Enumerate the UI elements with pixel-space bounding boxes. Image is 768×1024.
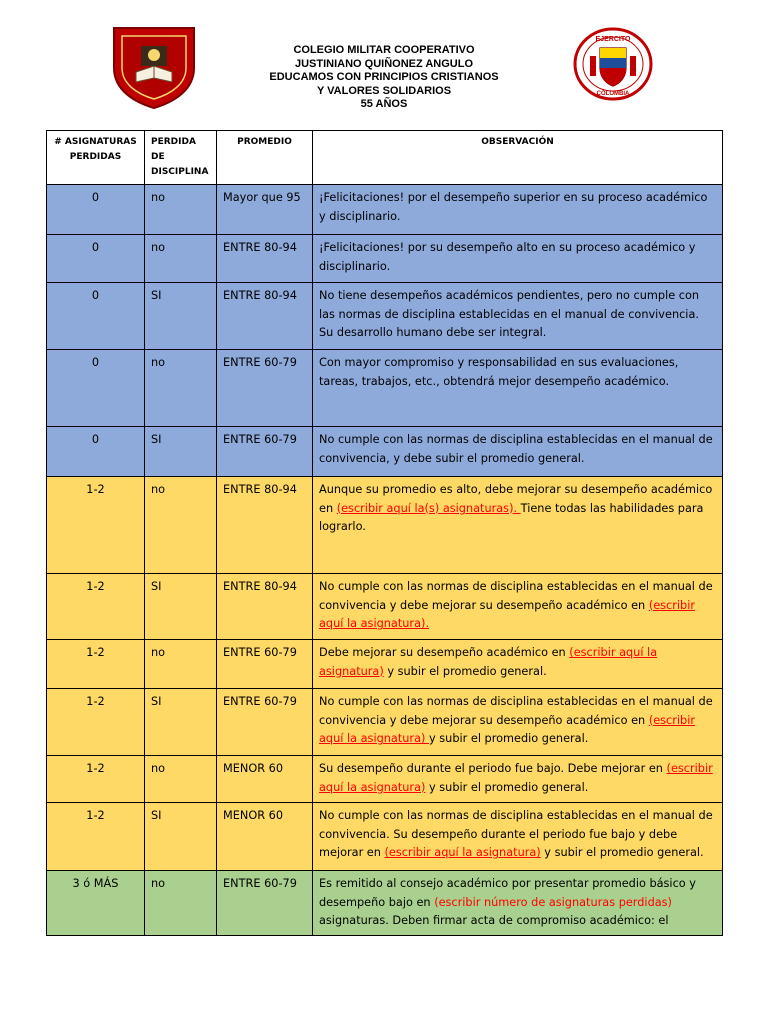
placeholder-numero-asignaturas[interactable]: (escribir número de asignaturas perdidas) xyxy=(434,895,672,909)
table-row xyxy=(47,350,723,427)
table-row xyxy=(47,803,723,871)
emblem-bottom-text: COLOMBIA xyxy=(596,91,630,97)
table-row xyxy=(47,235,723,283)
observacion-text: No tiene desempeños académicos pendientes, pero no cumple con las normas de disciplina establecidas en el manual de convivencia. Su desarrollo humano debe ser integral. xyxy=(319,289,700,339)
cell-promedio: ENTRE 60-79 xyxy=(217,350,313,427)
cell-observacion xyxy=(313,350,723,427)
header-promedio: PROMEDIO xyxy=(217,131,313,185)
cell-observacion xyxy=(313,871,723,936)
table-row xyxy=(47,283,723,350)
table-row xyxy=(47,756,723,803)
school-motto-line-2: Y VALORES SOLIDARIOS xyxy=(316,84,452,97)
cell-observacion xyxy=(313,427,723,477)
cell-observacion xyxy=(313,640,723,689)
school-crest-logo xyxy=(108,24,200,110)
cell-observacion xyxy=(313,235,723,283)
cell-asignaturas: 0 xyxy=(47,235,145,283)
cell-asignaturas: 1-2 xyxy=(47,689,145,756)
cell-promedio: ENTRE 60-79 xyxy=(217,871,313,936)
observacion-text-end: y subir el promedio general. xyxy=(429,732,589,745)
observacion-text: Es remitido al consejo académico por presentar promedio básico y desempeño bajo en xyxy=(319,877,696,909)
observacion-text: Aunque su promedio es alto, debe mejorar su desempeño académico en xyxy=(319,483,713,515)
cell-disciplina: no xyxy=(145,185,217,235)
observacion-text: Debe mejorar su desempeño académico en xyxy=(319,646,570,659)
observacion-text-end: y subir el promedio general. xyxy=(425,780,589,794)
placeholder-asignatura[interactable]: (escribir aquí la asignatura) xyxy=(319,646,658,678)
cell-observacion xyxy=(313,283,723,350)
cell-promedio: ENTRE 80-94 xyxy=(217,574,313,640)
table-row xyxy=(47,477,723,574)
header-asignaturas-perdidas: # ASIGNATURAS PERDIDAS xyxy=(47,131,145,185)
placeholder-asignatura[interactable]: (escribir aquí la asignatura) xyxy=(384,846,541,859)
placeholder-asignatura[interactable]: (escribir aquí la asignatura) xyxy=(319,762,713,794)
cell-asignaturas: 0 xyxy=(47,185,145,235)
observacion-text: ¡Felicitaciones! por el desempeño superior en su proceso académico y disciplinario. xyxy=(319,191,708,223)
observacion-text-end: asignaturas. Deben firmar acta de compromiso académico: el xyxy=(319,914,669,927)
placeholder-asignatura[interactable]: (escribir aquí la asignatura) xyxy=(319,713,696,745)
cell-disciplina: SI xyxy=(145,803,217,871)
observacion-text-end: Tiene todas las habilidades para lograrlo. xyxy=(319,501,704,533)
cell-observacion xyxy=(313,477,723,574)
header-perdida-disciplina: PERDIDA DE DISCIPLINA xyxy=(145,131,217,185)
observacion-text: Con mayor compromiso y responsabilidad en sus evaluaciones, tareas, trabajos, etc., obtendrá mejor desempeño académico. xyxy=(319,356,679,388)
placeholder-asignatura[interactable]: (escribir aquí la(s) asignaturas). xyxy=(336,501,521,515)
observacion-text: ¡Felicitaciones! por su desempeño alto en su proceso académico y disciplinario. xyxy=(319,241,696,273)
cell-observacion xyxy=(313,689,723,756)
army-emblem-logo xyxy=(572,26,654,102)
cell-disciplina: SI xyxy=(145,574,217,640)
cell-asignaturas: 3 ó MÁS xyxy=(47,871,145,936)
table-row xyxy=(47,427,723,477)
cell-promedio: ENTRE 60-79 xyxy=(217,689,313,756)
observacion-text-end: y subir el promedio general. xyxy=(540,846,704,859)
header-observacion: OBSERVACIÓN xyxy=(313,131,723,185)
cell-asignaturas: 0 xyxy=(47,283,145,350)
cell-promedio: MENOR 60 xyxy=(217,803,313,871)
cell-promedio: ENTRE 80-94 xyxy=(217,283,313,350)
table-row xyxy=(47,640,723,689)
cell-asignaturas: 1-2 xyxy=(47,477,145,574)
cell-promedio: MENOR 60 xyxy=(217,756,313,803)
school-motto-line-1: EDUCAMOS CON PRINCIPIOS CRISTIANOS xyxy=(269,71,499,83)
table-row xyxy=(47,185,723,235)
table-row xyxy=(47,574,723,640)
cell-disciplina: SI xyxy=(145,689,217,756)
cell-observacion xyxy=(313,803,723,871)
cell-promedio: ENTRE 80-94 xyxy=(217,235,313,283)
cell-asignaturas: 0 xyxy=(47,350,145,427)
evaluation-criteria-table xyxy=(46,130,723,936)
observacion-text: No cumple con las normas de disciplina establecidas en el manual de convivencia, y debe subir el promedio general. xyxy=(319,433,713,465)
cell-disciplina: SI xyxy=(145,283,217,350)
cell-promedio: ENTRE 60-79 xyxy=(217,640,313,689)
school-name-line-1: COLEGIO MILITAR COOPERATIVO xyxy=(293,44,475,56)
school-title-block xyxy=(230,44,538,112)
cell-disciplina: no xyxy=(145,640,217,689)
cell-disciplina: no xyxy=(145,871,217,936)
school-name-line-2: JUSTINIANO QUIÑONEZ ANGULO xyxy=(294,57,474,70)
table-row xyxy=(47,871,723,936)
cell-asignaturas: 1-2 xyxy=(47,803,145,871)
cell-observacion xyxy=(313,185,723,235)
observacion-text: No cumple con las normas de disciplina establecidas en el manual de convivencia. Su desempeño durante el periodo fue bajo y debe mejorar en xyxy=(319,809,713,859)
cell-promedio: ENTRE 80-94 xyxy=(217,477,313,574)
cell-disciplina: no xyxy=(145,756,217,803)
cell-disciplina: no xyxy=(145,477,217,574)
cell-observacion xyxy=(313,756,723,803)
cell-asignaturas: 0 xyxy=(47,427,145,477)
observacion-text: Su desempeño durante el periodo fue bajo. Debe mejorar en xyxy=(319,762,667,775)
cell-asignaturas: 1-2 xyxy=(47,640,145,689)
cell-disciplina: SI xyxy=(145,427,217,477)
emblem-top-text: EJERCITO xyxy=(595,36,631,43)
cell-promedio: Mayor que 95 xyxy=(217,185,313,235)
cell-asignaturas: 1-2 xyxy=(47,574,145,640)
observacion-text: No cumple con las normas de disciplina establecidas en el manual de convivencia y debe mejorar su desempeño académico en xyxy=(319,580,713,612)
table-header-row xyxy=(47,131,723,185)
observacion-text: No cumple con las normas de disciplina establecidas en el manual de convivencia y debe mejorar su desempeño académico en xyxy=(319,695,713,727)
school-anniversary: 55 AÑOS xyxy=(360,98,408,110)
table-row xyxy=(47,689,723,756)
cell-promedio: ENTRE 60-79 xyxy=(217,427,313,477)
placeholder-asignatura[interactable]: (escribir aquí la asignatura). xyxy=(319,598,696,630)
observacion-text-end: y subir el promedio general. xyxy=(383,664,547,678)
cell-disciplina: no xyxy=(145,235,217,283)
cell-disciplina: no xyxy=(145,350,217,427)
cell-asignaturas: 1-2 xyxy=(47,756,145,803)
cell-observacion xyxy=(313,574,723,640)
document-header xyxy=(0,0,768,120)
